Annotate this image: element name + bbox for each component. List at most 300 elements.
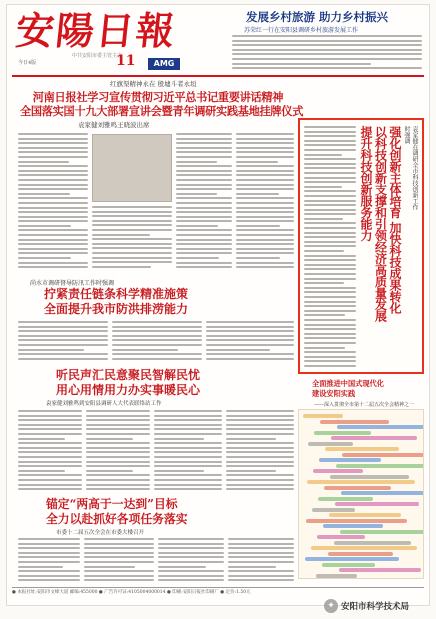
text-line xyxy=(86,419,150,421)
text-line xyxy=(18,234,88,236)
illustration-stroke xyxy=(306,519,407,523)
text-line xyxy=(92,215,172,217)
text-line xyxy=(304,209,356,211)
text-line xyxy=(304,181,356,183)
text-line xyxy=(236,184,294,186)
story3-headline-line2: 用心用情用力办实事暖民心 xyxy=(56,383,201,397)
text-line xyxy=(18,410,82,412)
text-line xyxy=(18,243,88,245)
text-line xyxy=(84,543,154,545)
story4-subhead: 市委十二届五次全会在市委大楼召开 xyxy=(56,530,145,536)
text-line xyxy=(18,484,82,486)
illustration-stroke xyxy=(328,552,393,556)
text-line xyxy=(176,184,232,186)
text-line xyxy=(304,200,356,202)
text-line xyxy=(154,447,222,449)
text-line xyxy=(18,428,82,430)
text-line xyxy=(158,579,224,581)
text-line xyxy=(226,433,294,435)
text-line xyxy=(232,53,422,55)
illustration-stroke xyxy=(340,530,424,534)
text-line xyxy=(112,339,202,341)
text-line xyxy=(18,579,80,581)
text-line xyxy=(176,225,218,227)
text-line xyxy=(158,575,224,577)
text-line xyxy=(206,358,294,360)
text-line xyxy=(176,207,232,209)
text-line xyxy=(304,167,356,169)
text-line xyxy=(206,335,294,337)
text-line xyxy=(18,419,82,421)
text-line xyxy=(18,353,108,355)
text-line xyxy=(86,488,150,490)
text-line xyxy=(304,351,356,353)
text-line xyxy=(86,447,150,449)
text-line xyxy=(236,193,279,195)
text-line xyxy=(236,207,294,209)
lead-headline-line2: 全国落实国十九大部署宣讲会暨青年调研实践基地挂牌仪式 xyxy=(20,104,304,118)
text-line xyxy=(18,133,88,135)
text-line xyxy=(232,49,422,51)
text-line xyxy=(176,156,232,158)
text-line xyxy=(158,566,206,568)
story4-body-col4 xyxy=(228,538,294,584)
text-line xyxy=(226,442,294,444)
illustration-stroke xyxy=(329,513,401,517)
text-line xyxy=(176,248,232,250)
text-line xyxy=(232,58,422,60)
text-line xyxy=(176,229,232,231)
text-line xyxy=(236,142,294,144)
text-line xyxy=(304,319,356,321)
text-line xyxy=(304,291,356,293)
text-line xyxy=(18,193,70,195)
text-line xyxy=(304,213,356,215)
text-line xyxy=(18,174,88,176)
text-line xyxy=(236,229,294,231)
text-line xyxy=(18,330,108,332)
illustration-stroke xyxy=(334,541,411,545)
text-line xyxy=(18,165,88,167)
illustration-stroke xyxy=(331,436,417,440)
illustration-stroke xyxy=(342,453,424,457)
illustration-stroke xyxy=(325,447,399,451)
text-line xyxy=(304,305,356,307)
text-line xyxy=(176,147,232,149)
text-line xyxy=(18,252,88,254)
illustration-stroke xyxy=(339,568,421,572)
text-line xyxy=(228,552,294,554)
text-line xyxy=(226,419,294,421)
text-line xyxy=(236,156,294,158)
text-line xyxy=(176,262,232,264)
text-line xyxy=(86,415,150,417)
text-line xyxy=(304,360,356,362)
text-line xyxy=(84,566,135,568)
text-line xyxy=(92,266,151,268)
text-line xyxy=(18,570,80,572)
text-line xyxy=(18,538,80,540)
text-line xyxy=(176,211,232,213)
story3-headline-line1: 听民声汇民意聚民智解民忧 xyxy=(56,368,201,382)
text-line xyxy=(18,344,108,346)
text-line xyxy=(18,257,71,259)
text-line xyxy=(236,216,294,218)
text-line xyxy=(226,424,294,426)
illustration-stroke xyxy=(341,491,424,495)
story2-body-col3 xyxy=(206,321,294,362)
watermark-text: 安阳市科学技术局 xyxy=(341,602,410,612)
text-line xyxy=(236,266,294,268)
text-line xyxy=(226,488,294,490)
text-line xyxy=(176,252,232,254)
text-line xyxy=(84,556,154,558)
text-line xyxy=(304,333,356,335)
text-line xyxy=(154,474,222,476)
text-line xyxy=(236,138,294,140)
lead-body-col1 xyxy=(18,133,88,271)
text-line xyxy=(18,239,88,241)
illustration-stroke xyxy=(319,458,381,462)
featured-body-text xyxy=(304,126,356,369)
sidebar-body-illustration xyxy=(298,409,424,579)
promo-body-text xyxy=(232,35,422,73)
text-line xyxy=(236,211,294,213)
text-line xyxy=(304,135,356,137)
featured-story-box xyxy=(298,118,424,374)
text-line xyxy=(228,547,294,549)
illustration-stroke xyxy=(324,486,391,490)
illustration-stroke xyxy=(316,574,357,578)
text-line xyxy=(304,204,356,206)
lead-headline xyxy=(20,90,304,118)
text-line xyxy=(86,484,150,486)
illustration-stroke xyxy=(337,425,424,429)
text-line xyxy=(236,225,280,227)
story4-body-col1 xyxy=(18,538,80,584)
lead-kicker: 红旗渠精神永在 殷墟斗者永垣 xyxy=(110,80,197,88)
edition-day: 11 xyxy=(116,53,136,69)
text-line xyxy=(304,144,356,146)
text-line xyxy=(226,428,294,430)
illustration-stroke xyxy=(335,502,419,506)
sidebar-headline-line2: 建设安阳实践 xyxy=(312,389,356,398)
text-line xyxy=(112,358,202,360)
text-line xyxy=(92,257,172,259)
text-line xyxy=(18,207,88,209)
text-line xyxy=(18,321,108,323)
text-line xyxy=(236,202,294,204)
text-line xyxy=(304,268,356,270)
illustration-stroke xyxy=(307,480,415,484)
text-line xyxy=(18,151,88,153)
text-line xyxy=(18,188,88,190)
text-line xyxy=(176,193,217,195)
story2-headline-line2: 全面提升我市防洪排涝能力 xyxy=(44,302,189,316)
text-line xyxy=(304,245,356,247)
text-line xyxy=(86,479,150,481)
text-line xyxy=(18,547,80,549)
text-line xyxy=(304,365,356,367)
text-line xyxy=(304,347,345,349)
featured-headline-col2: 以科技创新支撑和引领经济高质量发展 xyxy=(373,126,388,322)
text-line xyxy=(226,451,294,453)
text-line xyxy=(92,224,172,226)
text-line xyxy=(86,474,150,476)
text-line xyxy=(236,234,294,236)
text-line xyxy=(206,349,270,351)
text-line xyxy=(18,461,82,463)
text-line xyxy=(176,257,219,259)
text-line xyxy=(158,556,224,558)
text-line xyxy=(228,579,294,581)
text-line xyxy=(304,282,344,284)
story4-headline xyxy=(46,497,296,527)
text-line xyxy=(304,126,356,128)
text-line xyxy=(236,257,280,259)
story4-body-col3 xyxy=(158,538,224,584)
page-footer: ● 本报社址:安阳市文峰大道 邮编:455000 ● 广告许可证:4105004000014 ● 印刷:安阳日报社印刷厂 ● 定价:1.50元 xyxy=(12,587,424,601)
illustration-stroke xyxy=(318,497,373,501)
text-line xyxy=(18,447,82,449)
text-line xyxy=(158,538,224,540)
lead-body-col2 xyxy=(92,206,172,270)
text-line xyxy=(92,261,172,263)
text-line xyxy=(236,151,294,153)
text-line xyxy=(18,229,88,231)
text-line xyxy=(18,220,88,222)
text-line xyxy=(226,438,276,440)
text-line xyxy=(304,264,356,266)
text-line xyxy=(92,206,172,208)
text-line xyxy=(112,330,202,332)
text-line xyxy=(304,324,356,326)
text-line xyxy=(304,241,356,243)
text-line xyxy=(18,575,80,577)
text-line xyxy=(86,410,150,412)
text-line xyxy=(86,428,150,430)
text-line xyxy=(206,326,294,328)
illustration-stroke xyxy=(330,475,409,479)
text-line xyxy=(228,556,294,558)
text-line xyxy=(154,461,222,463)
text-line xyxy=(304,177,356,179)
text-line xyxy=(226,484,294,486)
text-line xyxy=(18,339,108,341)
text-line xyxy=(92,211,172,213)
story4-headline-line2: 全力以赴抓好各项任务落实 xyxy=(46,512,188,526)
text-line xyxy=(18,556,80,558)
text-line xyxy=(304,172,356,174)
text-line xyxy=(154,428,222,430)
text-line xyxy=(304,222,356,224)
text-line xyxy=(236,262,294,264)
text-line xyxy=(154,456,222,458)
text-line xyxy=(236,239,294,241)
text-line xyxy=(232,44,422,46)
story2-kicker: 尚水市调研督导防汛工作时强调 xyxy=(30,280,115,287)
text-line xyxy=(18,197,88,199)
text-line xyxy=(18,543,80,545)
text-line xyxy=(304,154,342,156)
text-line xyxy=(18,216,88,218)
text-line xyxy=(18,433,82,435)
text-line xyxy=(228,561,294,563)
text-line xyxy=(232,67,422,69)
text-line xyxy=(18,456,82,458)
text-line xyxy=(84,561,154,563)
text-line xyxy=(92,229,172,231)
illustration-stroke xyxy=(314,431,371,435)
lead-body-col3 xyxy=(176,133,232,271)
text-line xyxy=(236,179,294,181)
text-line xyxy=(304,140,356,142)
text-line xyxy=(304,296,356,298)
text-line xyxy=(86,451,150,453)
sidebar-subhead: ——深入贯彻全市第十二届五次全会精神之一 xyxy=(314,402,415,408)
story3-body-col1 xyxy=(18,410,82,493)
text-line xyxy=(228,538,294,540)
illustration-stroke xyxy=(323,524,383,528)
text-line xyxy=(18,225,71,227)
text-line xyxy=(304,301,356,303)
text-line xyxy=(236,197,294,199)
text-line xyxy=(176,133,232,135)
text-line xyxy=(304,310,356,312)
story2-body-col2 xyxy=(112,321,202,362)
text-line xyxy=(304,236,356,238)
story3-subhead: 袁家健刘雅鸣到安阳县调研人大代表联络站工作 xyxy=(46,401,162,407)
account-watermark[interactable] xyxy=(324,596,436,616)
text-line xyxy=(18,442,82,444)
illustration-stroke xyxy=(313,469,363,473)
text-line xyxy=(154,419,222,421)
text-line xyxy=(226,474,294,476)
text-line xyxy=(92,234,150,236)
text-line xyxy=(154,451,222,453)
text-line xyxy=(176,220,232,222)
text-line xyxy=(84,547,154,549)
text-line xyxy=(304,190,356,192)
text-line xyxy=(176,243,232,245)
story3-body-col4 xyxy=(226,410,294,493)
text-line xyxy=(304,314,345,316)
text-line xyxy=(304,342,356,344)
text-line xyxy=(18,479,82,481)
text-line xyxy=(18,415,82,417)
lead-headline-line1: 河南日报社学习宣传贯彻习近平总书记重要讲话精神 xyxy=(32,90,284,104)
text-line xyxy=(154,433,222,435)
text-line xyxy=(236,170,294,172)
text-line xyxy=(154,438,204,440)
text-line xyxy=(304,356,356,358)
text-line xyxy=(304,250,344,252)
amg-logo: AMG xyxy=(148,58,180,70)
text-line xyxy=(236,165,294,167)
text-line xyxy=(176,202,232,204)
story2-headline xyxy=(44,287,292,317)
lead-photo xyxy=(92,134,172,202)
text-line xyxy=(232,63,371,65)
illustration-stroke xyxy=(336,464,424,468)
text-line xyxy=(304,186,342,188)
text-line xyxy=(206,344,294,346)
text-line xyxy=(228,570,294,572)
text-line xyxy=(176,161,217,163)
text-line xyxy=(226,479,294,481)
text-line xyxy=(18,438,65,440)
text-line xyxy=(236,147,294,149)
text-line xyxy=(86,456,150,458)
text-line xyxy=(304,259,356,261)
sidebar-headline xyxy=(312,379,424,399)
text-line xyxy=(176,151,232,153)
text-line xyxy=(18,335,108,337)
text-line xyxy=(92,243,172,245)
text-line xyxy=(86,433,150,435)
masthead-divider xyxy=(12,75,424,77)
text-line xyxy=(112,335,202,337)
text-line xyxy=(176,174,232,176)
text-line xyxy=(86,465,150,467)
story4-headline-line1: 锚定“两高于一达到”目标 xyxy=(46,497,178,511)
text-line xyxy=(92,220,172,222)
text-line xyxy=(112,349,178,351)
text-line xyxy=(18,138,88,140)
text-line xyxy=(112,321,202,323)
text-line xyxy=(18,451,82,453)
text-line xyxy=(158,552,224,554)
text-line xyxy=(176,216,232,218)
text-line xyxy=(112,344,202,346)
text-line xyxy=(176,179,232,181)
text-line xyxy=(18,566,63,568)
text-line xyxy=(304,227,356,229)
text-line xyxy=(112,353,202,355)
text-line xyxy=(158,543,224,545)
text-line xyxy=(176,138,232,140)
illustration-stroke xyxy=(320,420,389,424)
text-line xyxy=(18,358,108,360)
text-line xyxy=(18,349,84,351)
text-line xyxy=(18,147,88,149)
text-line xyxy=(18,211,88,213)
text-line xyxy=(154,424,222,426)
text-line xyxy=(84,575,154,577)
text-line xyxy=(18,184,88,186)
text-line xyxy=(176,197,232,199)
text-line xyxy=(206,339,294,341)
text-line xyxy=(176,165,232,167)
text-line xyxy=(176,266,232,268)
text-line xyxy=(84,570,154,572)
text-line xyxy=(18,465,82,467)
featured-headline-col3: 提升科技创新服务能力 xyxy=(359,126,373,241)
text-line xyxy=(154,484,222,486)
illustration-stroke xyxy=(312,508,355,512)
text-line xyxy=(236,220,294,222)
text-line xyxy=(18,424,82,426)
text-line xyxy=(18,474,82,476)
text-line xyxy=(206,330,294,332)
text-line xyxy=(84,538,154,540)
featured-headline-col1: 强化创新主体培育 加快科技成果转化 xyxy=(388,126,402,314)
text-line xyxy=(176,142,232,144)
text-line xyxy=(228,575,294,577)
text-line xyxy=(158,547,224,549)
illustration-stroke xyxy=(322,563,375,567)
text-line xyxy=(92,247,172,249)
